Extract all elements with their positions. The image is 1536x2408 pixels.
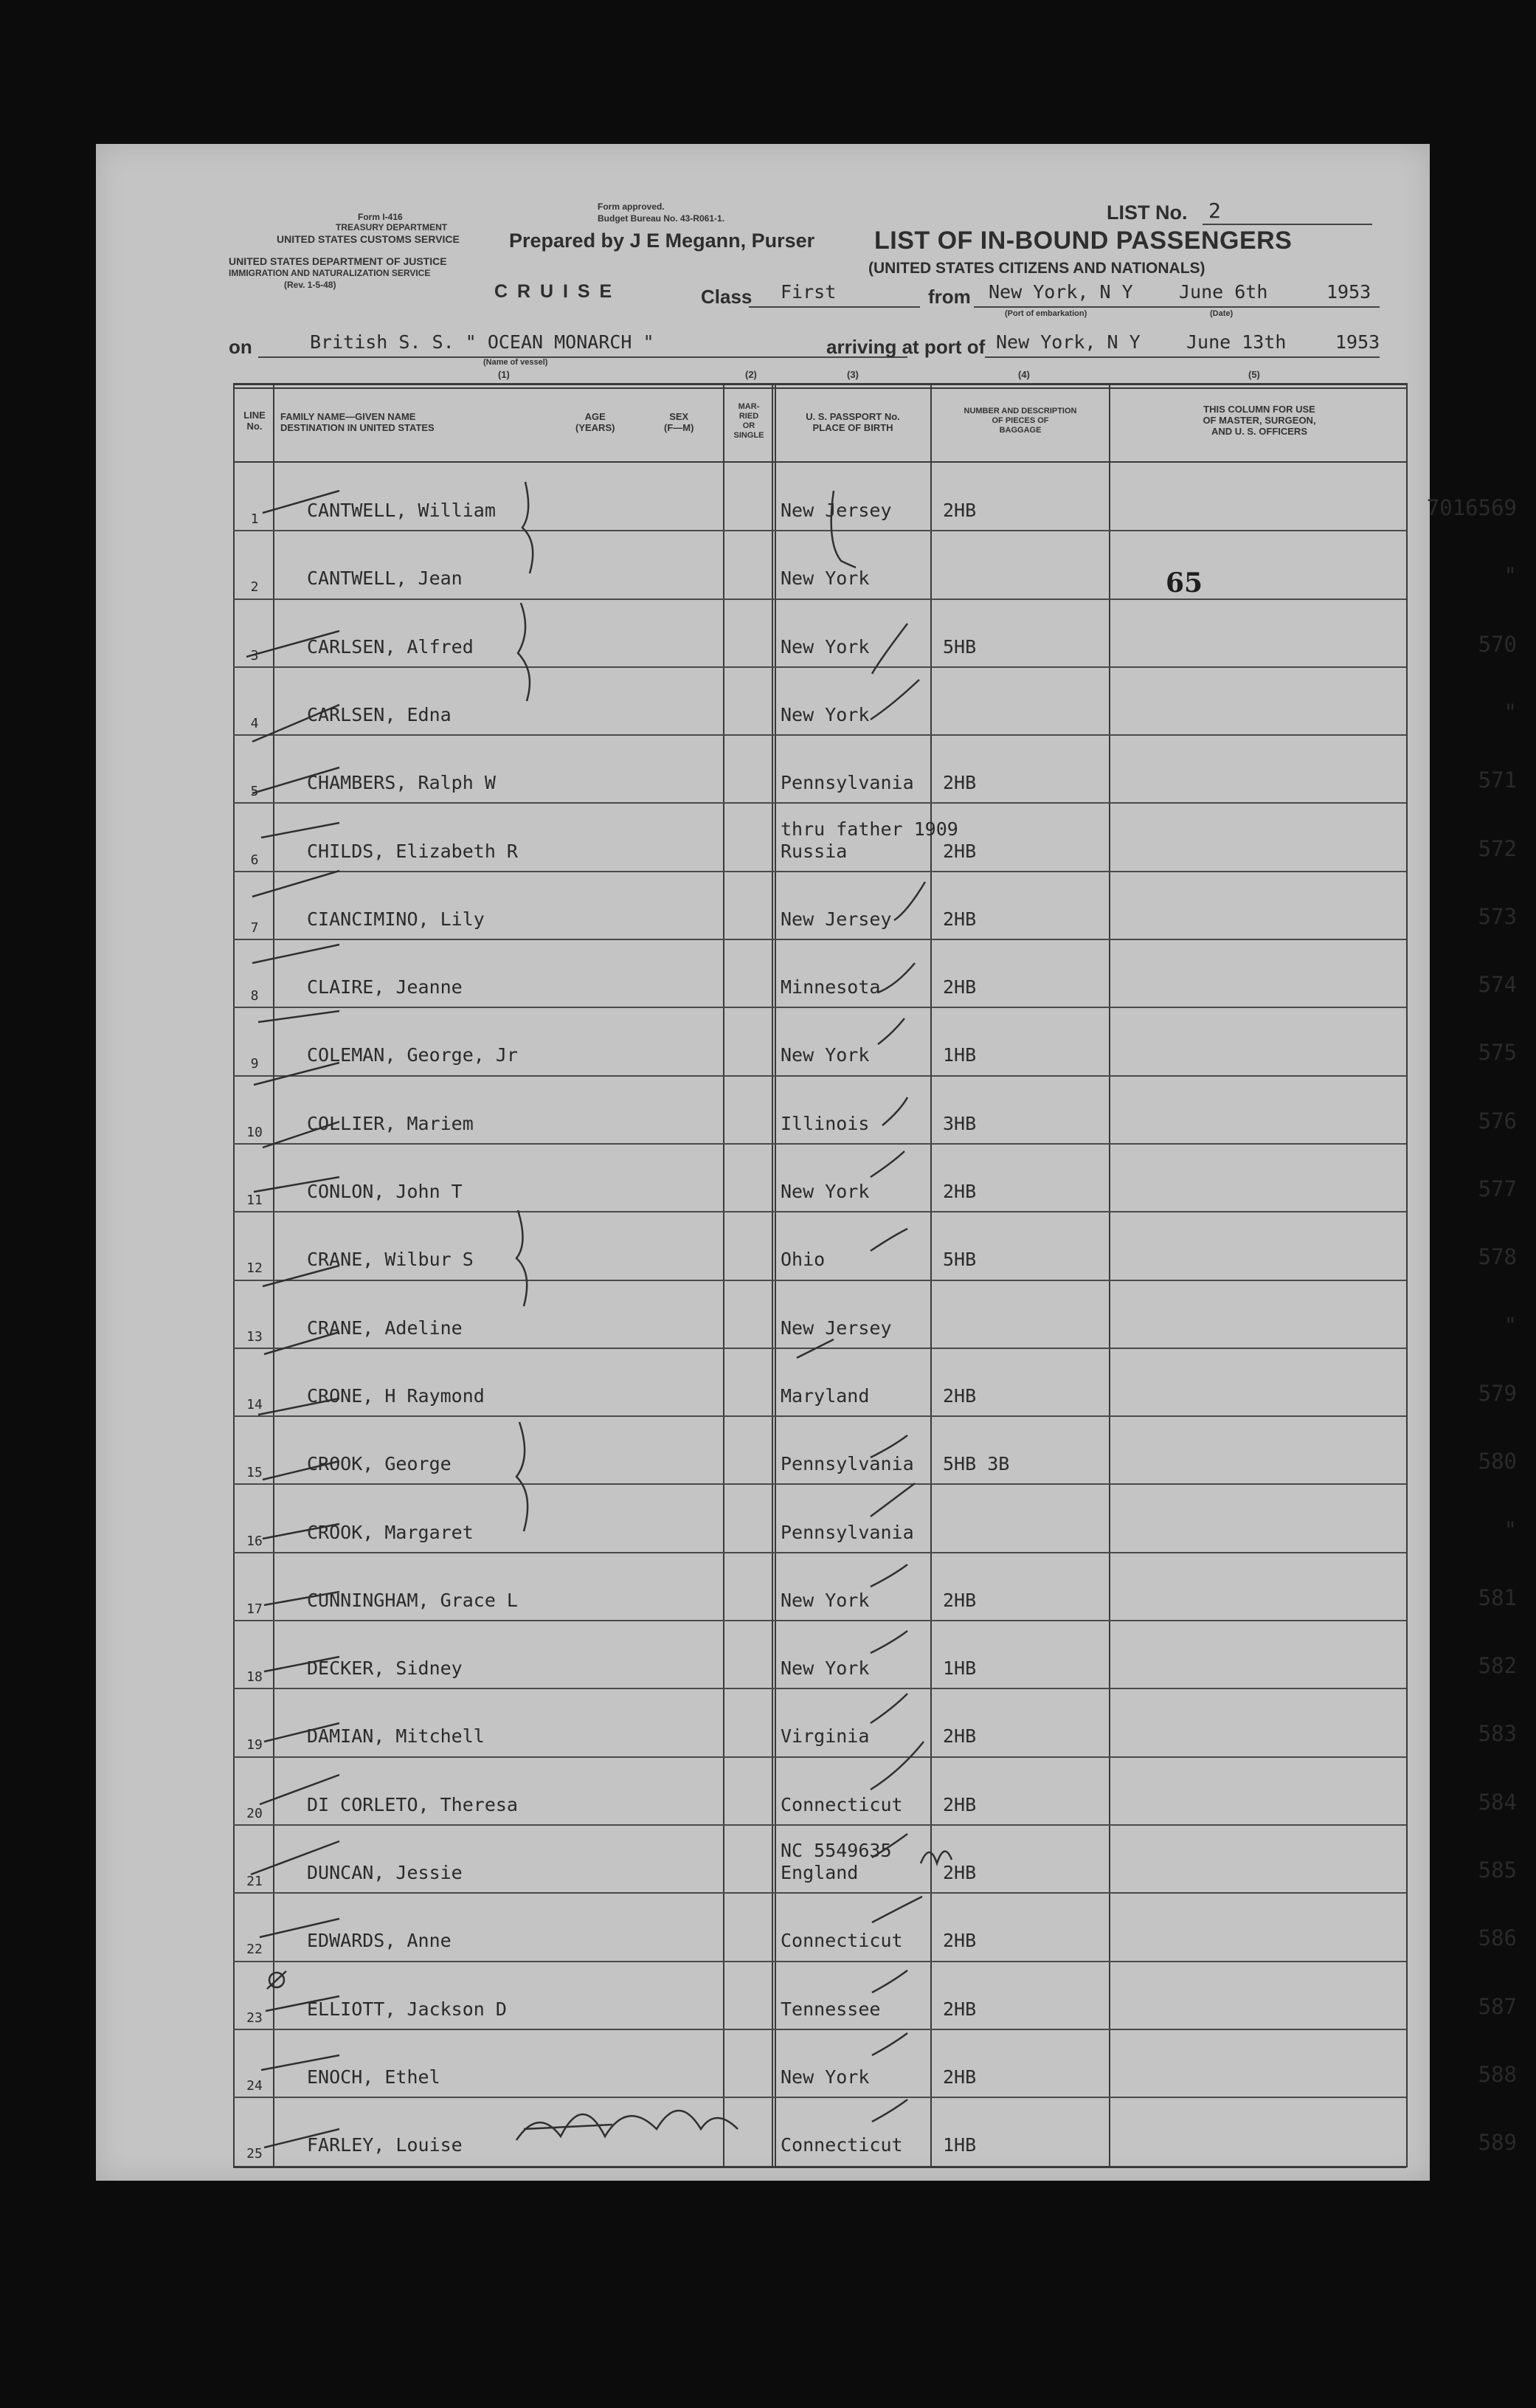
place-of-birth: New Jersey xyxy=(781,500,892,521)
line-number: 2 xyxy=(250,579,259,596)
justice-label: UNITED STATES DEPARTMENT OF JUSTICE xyxy=(229,255,447,267)
stamp-number-65: 65 xyxy=(1166,567,1203,598)
passenger-name: DUNCAN, Jessie xyxy=(307,1862,463,1883)
depart-year: 1953 xyxy=(1326,281,1371,303)
place-of-birth: Virginia xyxy=(781,1725,870,1748)
line-number: 21 xyxy=(246,1874,263,1889)
header-line-no: LINE No. xyxy=(243,410,266,432)
depart-date: June 6th xyxy=(1179,281,1268,303)
embark-port: New York, N Y xyxy=(989,281,1133,303)
line-number: 25 xyxy=(246,2146,263,2162)
place-of-birth: Illinois xyxy=(781,1112,870,1134)
officer-number: 7016569 xyxy=(1426,495,1517,520)
passenger-name: CHILDS, Elizabeth R xyxy=(307,840,518,862)
baggage: 2HB xyxy=(943,1793,977,1815)
budget-bureau: Budget Bureau No. 43-R061-1. xyxy=(598,213,725,224)
column-number-2: (2) xyxy=(745,369,757,380)
place-of-birth: Pennsylvania xyxy=(781,1521,914,1543)
place-of-birth: Minnesota xyxy=(781,976,881,998)
header-name: FAMILY NAME—GIVEN NAME DESTINATION IN UNITED STATES xyxy=(280,411,435,433)
line-number: 24 xyxy=(246,2077,263,2094)
manifest-title: LIST OF IN-BOUND PASSENGERS xyxy=(874,227,1293,255)
officer-number: 578 xyxy=(1478,1244,1517,1270)
arrival-year: 1953 xyxy=(1335,331,1380,353)
place-of-birth: New York xyxy=(781,703,870,725)
list-number-label: LIST No. xyxy=(1107,201,1188,224)
place-of-birth: England xyxy=(781,1862,859,1883)
column-number-4: (4) xyxy=(1018,369,1030,380)
baggage: 2HB xyxy=(943,1998,977,2020)
place-of-birth: New York xyxy=(781,1589,870,1611)
vessel-caption: (Name of vessel) xyxy=(483,358,548,367)
line-number: 5 xyxy=(250,784,259,800)
officer-number: 582 xyxy=(1478,1653,1517,1679)
baggage: 1HB xyxy=(943,1657,977,1680)
baggage: 2HB xyxy=(943,500,977,521)
customs-label: UNITED STATES CUSTOMS SERVICE xyxy=(277,233,460,245)
officer-number: 588 xyxy=(1478,2061,1517,2087)
officer-number: 589 xyxy=(1478,2130,1517,2156)
officer-number: " xyxy=(1504,563,1517,589)
baggage: 2HB xyxy=(943,1930,977,1952)
passenger-name: CANTWELL, Jean xyxy=(307,567,463,590)
line-number: 15 xyxy=(246,1465,263,1481)
place-of-birth: New Jersey xyxy=(781,1317,892,1339)
officer-number: 587 xyxy=(1478,1993,1517,2019)
officer-number: 586 xyxy=(1478,1925,1517,1951)
line-number: 1 xyxy=(250,511,259,527)
line-number: 7 xyxy=(250,920,259,936)
officer-number: 585 xyxy=(1478,1857,1517,1883)
officer-number: 571 xyxy=(1478,767,1517,793)
place-of-birth: Maryland xyxy=(781,1384,870,1407)
header-age: AGE (YEARS) xyxy=(575,411,615,433)
line-number: 9 xyxy=(250,1056,259,1072)
passenger-name: CANTWELL, William xyxy=(307,500,496,521)
on-label: on xyxy=(229,336,252,358)
passenger-name: ELLIOTT, Jackson D xyxy=(307,1998,507,2020)
place-of-birth: New York xyxy=(781,635,870,658)
from-label: from xyxy=(928,286,971,308)
place-of-birth: New York xyxy=(781,1181,870,1202)
class-value: First xyxy=(781,281,837,303)
officer-number: 570 xyxy=(1478,631,1517,657)
passenger-manifest-sheet xyxy=(96,144,1517,2181)
officer-number: 575 xyxy=(1478,1040,1517,1066)
place-of-birth: Pennsylvania xyxy=(781,1453,914,1475)
passenger-name: COLEMAN, George, Jr xyxy=(307,1044,518,1066)
header-officers: THIS COLUMN FOR USE OF MASTER, SURGEON, AND U. S. OFFICERS xyxy=(1203,404,1316,437)
passenger-name: CRANE, Adeline xyxy=(307,1317,463,1339)
officer-number: 583 xyxy=(1478,1721,1517,1747)
line-number: 3 xyxy=(250,647,259,663)
officer-number: 577 xyxy=(1478,1176,1517,1201)
officer-number: " xyxy=(1504,1517,1517,1542)
line-number: 12 xyxy=(246,1260,263,1277)
place-of-birth: New York xyxy=(781,2066,870,2088)
baggage: 2HB xyxy=(943,976,977,998)
line-number: 11 xyxy=(246,1193,263,1208)
passenger-name: CROOK, Margaret xyxy=(307,1521,474,1543)
line-number: 17 xyxy=(246,1601,263,1617)
line-number: 22 xyxy=(246,1942,263,1958)
baggage: 2HB xyxy=(943,1589,977,1611)
prepared-by: Prepared by J E Megann, Purser xyxy=(509,230,815,252)
officer-number: 579 xyxy=(1478,1380,1517,1406)
baggage: 5HB xyxy=(943,635,977,658)
header-married: MAR- RIED OR SINGLE xyxy=(733,402,764,440)
date-caption: (Date) xyxy=(1210,309,1234,318)
header-baggage: NUMBER AND DESCRIPTION OF PIECES OF BAGGAGE xyxy=(964,407,1077,435)
passenger-name: FARLEY, Louise xyxy=(307,2134,463,2156)
baggage: 1HB xyxy=(943,1044,977,1066)
place-of-birth: New York xyxy=(781,567,870,590)
place-of-birth: Connecticut xyxy=(781,1793,903,1815)
handwritten-marks xyxy=(96,144,1430,2181)
line-number: 13 xyxy=(246,1328,263,1345)
place-of-birth: New York xyxy=(781,1044,870,1066)
place-of-birth: New Jersey xyxy=(781,908,892,930)
officer-number: 580 xyxy=(1478,1449,1517,1474)
line-number: 16 xyxy=(246,1533,263,1549)
passenger-name: DECKER, Sidney xyxy=(307,1657,463,1680)
officer-number: 573 xyxy=(1478,903,1517,929)
place-of-birth: Connecticut xyxy=(781,2134,903,2156)
place-of-birth: Pennsylvania xyxy=(781,772,914,794)
officer-number: 574 xyxy=(1478,972,1517,998)
port-caption: (Port of embarkation) xyxy=(1005,309,1087,318)
arrival-port: New York, N Y xyxy=(996,331,1141,353)
passenger-name: CIANCIMINO, Lily xyxy=(307,908,485,930)
officer-number: " xyxy=(1504,1312,1517,1338)
place-of-birth: New York xyxy=(781,1657,870,1680)
baggage: 2HB xyxy=(943,840,977,862)
header-passport: U. S. PASSPORT No. PLACE OF BIRTH xyxy=(806,411,900,433)
header-sex: SEX (F—M) xyxy=(664,411,694,433)
baggage: 2HB xyxy=(943,1725,977,1748)
officer-number: " xyxy=(1504,699,1517,725)
line-number: 10 xyxy=(246,1124,263,1140)
place-of-birth: Russia xyxy=(781,840,848,862)
officer-number: 576 xyxy=(1478,1108,1517,1134)
arriving-label: arriving at port of xyxy=(826,336,986,358)
passenger-name: CARLSEN, Alfred xyxy=(307,635,474,658)
baggage: 2HB xyxy=(943,1181,977,1202)
baggage: 3HB xyxy=(943,1112,977,1134)
passenger-name: DAMIAN, Mitchell xyxy=(307,1725,485,1748)
passenger-name: CONLON, John T xyxy=(307,1181,463,1202)
passenger-name: COLLIER, Mariem xyxy=(307,1112,474,1134)
officer-number: 581 xyxy=(1478,1584,1517,1610)
line-number: 14 xyxy=(246,1396,263,1412)
line-number: 19 xyxy=(246,1737,263,1753)
place-of-birth-note: thru father 1909 xyxy=(781,818,958,840)
line-number: 18 xyxy=(246,1669,263,1686)
passenger-name: CUNNINGHAM, Grace L xyxy=(307,1589,518,1611)
passenger-name: CRANE, Wilbur S xyxy=(307,1249,474,1271)
revision-label: (Rev. 1-5-48) xyxy=(284,280,336,290)
line-number: 4 xyxy=(250,715,259,731)
passenger-name: CROOK, George xyxy=(307,1453,452,1475)
place-of-birth: Ohio xyxy=(781,1249,826,1271)
baggage: 5HB xyxy=(943,1249,977,1271)
place-of-birth: Connecticut xyxy=(781,1930,903,1952)
passenger-name: CARLSEN, Edna xyxy=(307,703,452,725)
line-number: 6 xyxy=(250,852,259,868)
arrival-date: June 13th xyxy=(1186,331,1287,353)
place-of-birth-note: NC 5549635 xyxy=(781,1840,892,1861)
cruise-label: C R U I S E xyxy=(494,281,615,302)
manifest-subtitle: (UNITED STATES CITIZENS AND NATIONALS) xyxy=(868,260,1205,277)
baggage: 2HB xyxy=(943,772,977,794)
passenger-name: EDWARDS, Anne xyxy=(307,1930,452,1952)
baggage: 2HB xyxy=(943,908,977,930)
form-approved: Form approved. xyxy=(598,201,665,212)
line-number: 23 xyxy=(246,2009,263,2026)
line-number: 20 xyxy=(246,1805,263,1821)
passenger-name: ENOCH, Ethel xyxy=(307,2066,440,2088)
officer-number: 572 xyxy=(1478,835,1517,861)
ins-label: IMMIGRATION AND NATURALIZATION SERVICE xyxy=(229,268,431,278)
passenger-name: DI CORLETO, Theresa xyxy=(307,1793,518,1815)
baggage: 1HB xyxy=(943,2134,977,2156)
baggage: 2HB xyxy=(943,2066,977,2088)
passenger-name: CLAIRE, Jeanne xyxy=(307,976,463,998)
line-number: 8 xyxy=(250,988,259,1004)
list-number: 2 xyxy=(1208,199,1221,223)
place-of-birth: Tennessee xyxy=(781,1998,881,2020)
column-number-1: (1) xyxy=(498,369,510,380)
column-number-3: (3) xyxy=(847,369,859,380)
officer-number: 584 xyxy=(1478,1789,1517,1815)
baggage: 2HB xyxy=(943,1862,977,1883)
baggage: 5HB 3B xyxy=(943,1453,1010,1475)
treasury-label: TREASURY DEPARTMENT xyxy=(336,222,448,232)
baggage: 2HB xyxy=(943,1384,977,1407)
form-number: Form I-416 xyxy=(358,212,403,222)
column-number-5: (5) xyxy=(1248,369,1260,380)
passenger-name: CHAMBERS, Ralph W xyxy=(307,772,496,794)
class-label: Class xyxy=(701,286,753,308)
vessel-name: British S. S. " OCEAN MONARCH " xyxy=(310,331,654,353)
passenger-name: CRONE, H Raymond xyxy=(307,1384,485,1407)
